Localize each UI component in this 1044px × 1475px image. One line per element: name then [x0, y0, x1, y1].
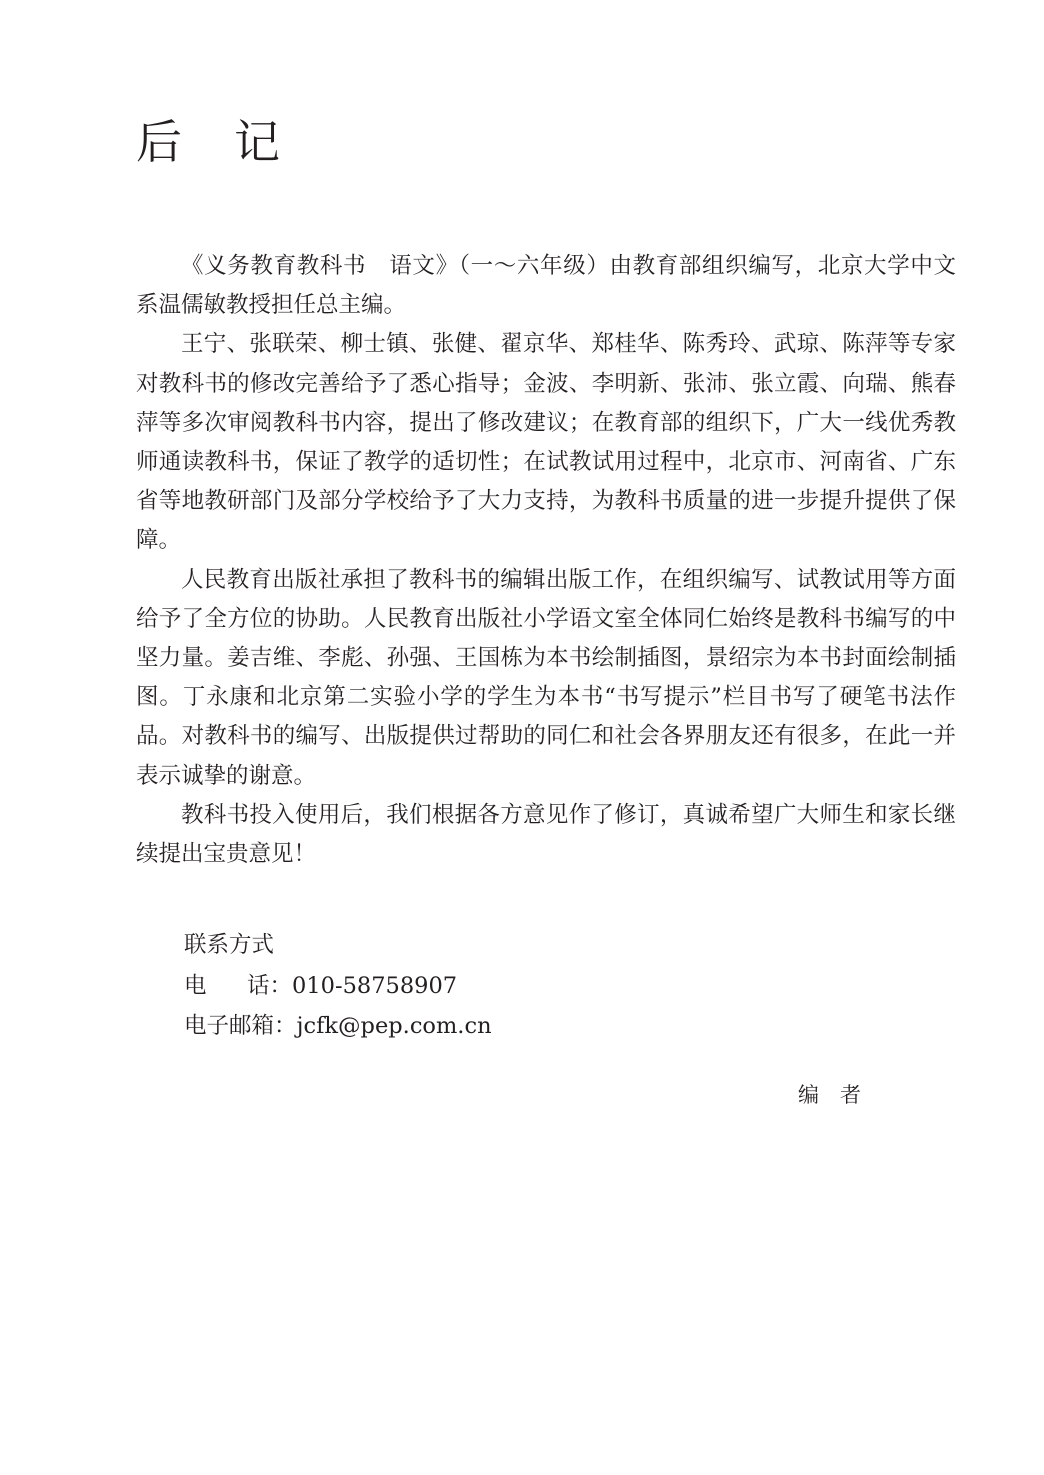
page-title: 后记 — [136, 115, 332, 169]
afterword-body — [136, 247, 956, 874]
phone-line — [184, 966, 684, 1007]
paragraph-2: 王宁、张联荣、柳士镇、张健、翟京华、郑桂华、陈秀玲、武琼、陈萍等专家对教科书的修改完善给予了悉心指导；金波、李明新、张沛、张立霞、向瑞、熊春萍等多次审阅教科书内容，提出了修改建议；在教育部的组织下，广大一线优秀教师通读教科书，保证了教学的适切性；在试教试用过程中，北京市、河南省、广东省等地教研部门及部分学校给予了大力支持，为教科书质量的进一步提升提供了保障。 — [136, 331, 956, 554]
contact-section — [184, 925, 684, 1047]
paragraph-3: 人民教育出版社承担了教科书的编辑出版工作，在组织编写、试教试用等方面给予了全方位的协助。人民教育出版社小学语文室全体同仁始终是教科书编写的中坚力量。姜吉维、李彪、孙强、王国栋为本书绘制插图，景绍宗为本书封面绘制插图。丁永康和北京第二实验小学的学生为本书“书写提示”栏目书写了硬笔书法作品。对教科书的编写、出版提供过帮助的同仁和社会各界朋友还有很多，在此一并表示诚挚的谢意。 — [136, 566, 956, 789]
email-value: ：jcfk@pep.com.cn — [274, 1013, 492, 1039]
signature: 编者 — [798, 1083, 882, 1107]
phone-label-last: 话 — [247, 972, 270, 999]
phone-value: ：010-58758907 — [269, 972, 458, 999]
phone-label-first: 电 — [184, 972, 248, 999]
paragraph-1: 《义务教育教科书 语文》（一～六年级）由教育部组织编写，北京大学中文系温儒敏教授担任总主编。 — [136, 253, 956, 319]
paragraph-4: 教科书投入使用后，我们根据各方意见作了修订，真诚希望广大师生和家长继续提出宝贵意见！ — [136, 801, 956, 868]
email-line — [184, 1006, 684, 1047]
contact-heading: 联系方式 — [184, 932, 275, 958]
email-label: 电子邮箱 — [184, 1013, 275, 1039]
